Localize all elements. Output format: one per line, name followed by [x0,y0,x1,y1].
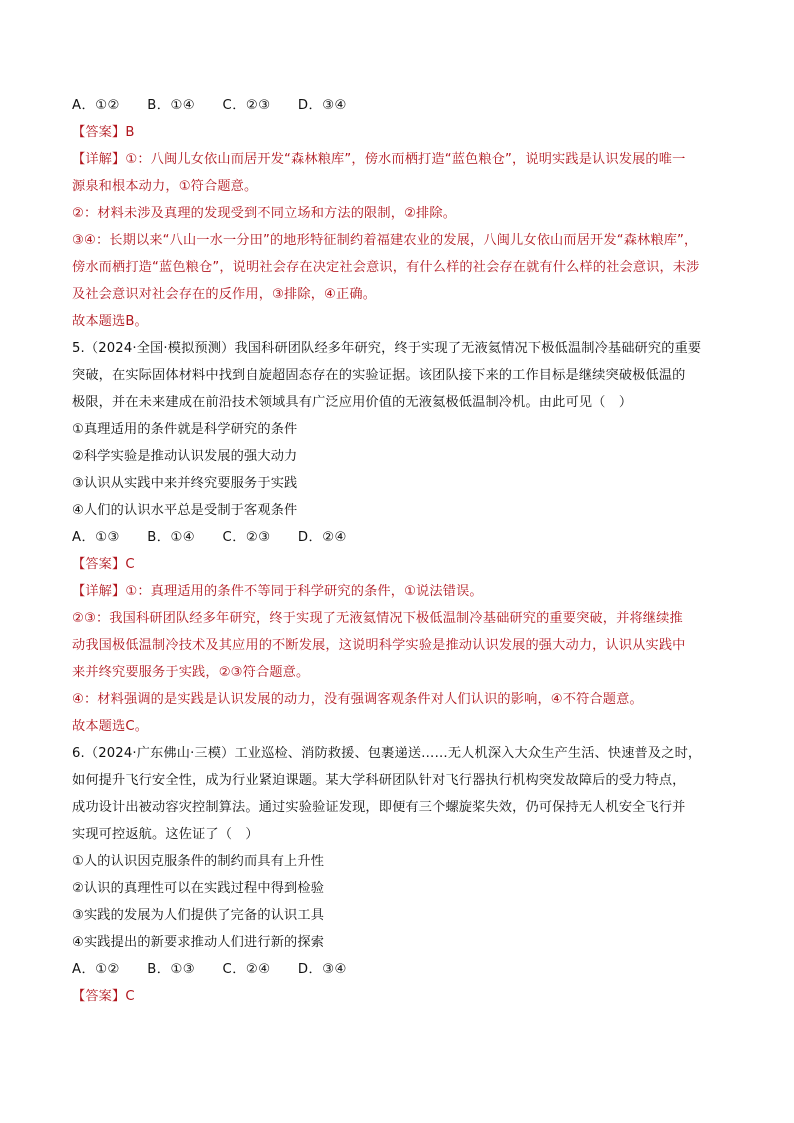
question-text: 工业巡检、消防救援、包裹递送……无人机深入大众生产生活、快速普及之时， [234,746,702,761]
answer-value: C [125,989,135,1004]
detail-line [72,146,722,173]
answer-value: B [125,125,135,140]
question-source: 5.（2024·全国·模拟预测） [72,341,235,356]
question-text: 我国科研团队经多年研究，终于实现了无液氦情况下极低温制冷基础研究的重要 [234,341,702,356]
statement-item: ②科学实验是推动认识发展的强大动力 [72,449,298,464]
statement-item: ①真理适用的条件就是科学研究的条件 [72,422,298,437]
question-line: 如何提升飞行安全性，成为行业紧迫课题。某大学科研团队针对飞行器执行机构突发故障后的受力特点， [72,773,686,788]
question-source: 6.（2024·广东佛山·三模） [72,746,235,761]
question-line: 突破，在实际固体材料中找到自旋超固态存在的实验证据。该团队接下来的工作目标是继续突破极低温的 [72,368,686,383]
question-line: 成功设计出被动容灾控制算法。通过实验验证发现，即便有三个螺旋桨失效，仍可保持无人机安全飞行并 [72,800,686,815]
statement-item: ④实践提出的新要求推动人们进行新的探索 [72,935,325,950]
answer-label: 【答案】 [72,989,126,1004]
explanation-line: ②：材料未涉及真理的发现受到不同立场和方法的限制，②排除。 [72,206,457,221]
answer-line [72,119,722,146]
explanation-line: ③④：长期以来“八山一水一分田”的地形特征制约着福建农业的发展，八闽儿女依山而居开发“森林粮库”， [72,233,698,248]
detail-text: ①：真理适用的条件不等同于科学研究的条件，①说法错误。 [125,584,483,599]
conclusion-line: 故本题选B。 [72,314,148,329]
options-line: A．①② B．①③ C．②④ D．③④ [72,962,347,977]
statement-item: ②认识的真理性可以在实践过程中得到检验 [72,881,325,896]
explanation-line: ②③：我国科研团队经多年研究，终于实现了无液氦情况下极低温制冷基础研究的重要突破，并将继续推 [72,611,683,626]
explanation-line: ④：材料强调的是实践是认识发展的动力，没有强调客观条件对人们认识的影响，④不符合题意。 [72,692,643,707]
explanation-line: 动我国极低温制冷技术及其应用的不断发展，这说明科学实验是推动认识发展的强大动力，认识从实践中 [72,638,686,653]
detail-line [72,578,722,605]
explanation-line: 来并终究要服务于实践，②③符合题意。 [72,665,310,680]
answer-label: 【答案】 [72,557,126,572]
answer-line [72,983,722,1010]
explanation-line: 傍水而栖打造“蓝色粮仓”，说明社会存在决定社会意识，有什么样的社会存在就有什么样的社会意识，未涉 [72,260,700,275]
detail-text: ①：八闽儿女依山而居开发“森林粮库”，傍水而栖打造“蓝色粮仓”，说明实践是认识发展的唯一 [125,152,686,167]
detail-label: 【详解】 [72,584,126,599]
options-line: A．①③ B．①④ C．②③ D．②④ [72,530,347,545]
answer-value: C [125,557,135,572]
explanation-line: 及社会意识对社会存在的反作用，③排除，④正确。 [72,287,377,302]
statement-item: ③认识从实践中来并终究要服务于实践 [72,476,298,491]
statement-item: ④人们的认识水平总是受制于客观条件 [72,503,298,518]
detail-label: 【详解】 [72,152,126,167]
explanation-line: 源泉和根本动力，①符合题意。 [72,179,258,194]
options-line: A．①② B．①④ C．②③ D．③④ [72,98,347,113]
question-line: 极限，并在未来建成在前沿技术领域具有广泛应用价值的无液氦极低温制冷机。由此可见（ ） [72,395,633,410]
question-line: 实现可控返航。这佐证了（ ） [72,827,259,842]
answer-line [72,551,722,578]
question-line [72,740,722,767]
conclusion-line: 故本题选C。 [72,719,149,734]
statement-item: ①人的认识因克服条件的制约而具有上升性 [72,854,325,869]
question-line [72,335,722,362]
answer-label: 【答案】 [72,125,126,140]
document-page [72,92,722,1010]
statement-item: ③实践的发展为人们提供了完备的认识工具 [72,908,325,923]
